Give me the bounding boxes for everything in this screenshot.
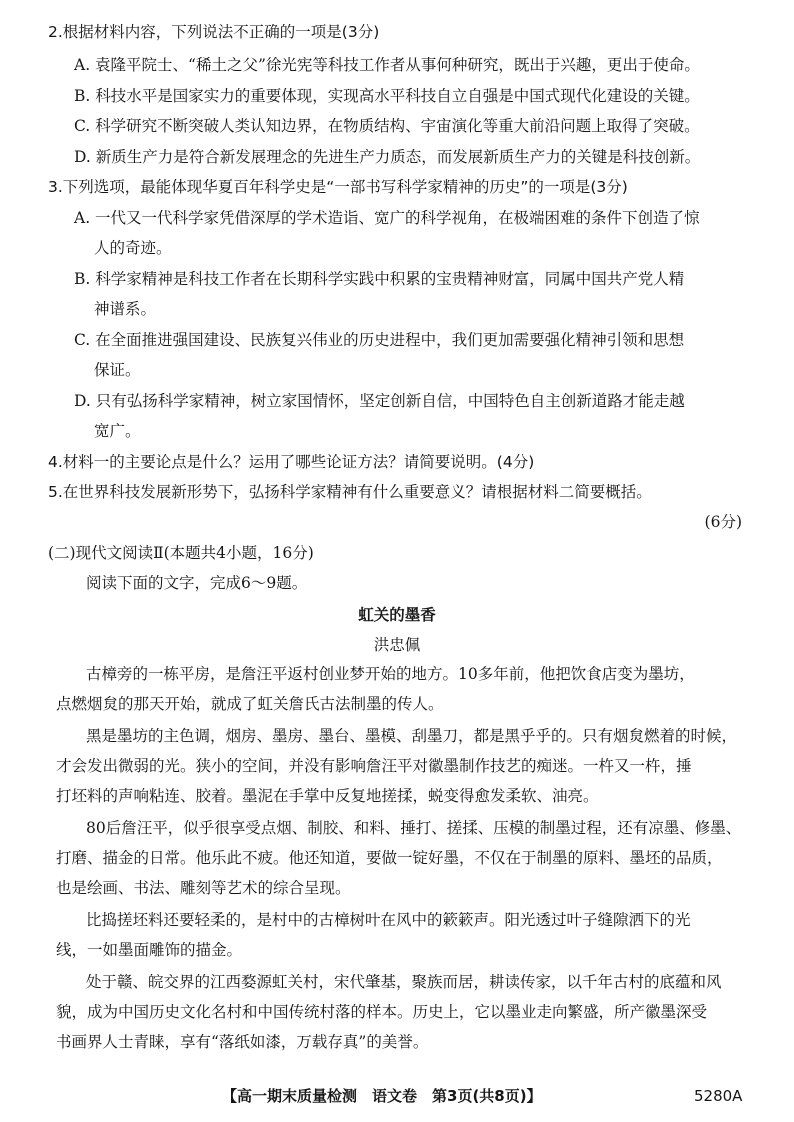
paragraph-line: 黑是墨坊的主色调，烟房、墨房、墨台、墨模、刮墨刀，都是黑乎乎的。只有烟炱燃着的时候， xyxy=(86,727,738,745)
question-3-option-c-continued: 保证。 xyxy=(94,361,141,379)
question-4: 4.材料一的主要论点是什么？运用了哪些论证方法？请简要说明。(4分) xyxy=(48,453,535,471)
question-2-stem: 2.根据材料内容，下列说法不正确的一项是(3分) xyxy=(48,23,380,41)
question-3-option-c: C. 在全面推进强国建设、民族复兴伟业的历史进程中，我们更加需要强化精神引领和思想 xyxy=(74,331,685,349)
paragraph-line: 处于赣、皖交界的江西婺源虹关村，宋代肇基，聚族而居，耕读传家，以千年古村的底蕴和风 xyxy=(86,973,722,991)
paragraph-line: 书画界人士青睐，享有“落纸如漆，万载存真”的美誉。 xyxy=(56,1033,429,1051)
question-2-option-b: B. 科技水平是国家实力的重要体现，实现高水平科技自立自强是中国式现代化建设的关键。 xyxy=(74,87,700,105)
question-3-option-d-continued: 宽广。 xyxy=(94,422,141,440)
paragraph-line: 打坯料的声响粘连、胶着。墨泥在手掌中反复地搓揉，蜕变得愈发柔软、油亮。 xyxy=(56,787,599,805)
exam-code: 5280A xyxy=(694,1087,743,1105)
paragraph-line: 点燃烟炱的那天开始，就成了虹关詹氏古法制墨的传人。 xyxy=(56,695,444,713)
question-3-option-b-continued: 神谱系。 xyxy=(94,300,157,318)
paragraph-line: 线，一如墨面雕饰的描金。 xyxy=(56,941,243,959)
article-author: 洪忠佩 xyxy=(373,636,421,654)
paragraph-line: 古樟旁的一栋平房，是詹汪平返村创业梦开始的地方。10多年前，他把饮食店变为墨坊， xyxy=(86,665,695,683)
section-instruction: 阅读下面的文字，完成6～9题。 xyxy=(86,574,308,592)
question-3-option-b: B. 科学家精神是科技工作者在长期科学实践中积累的宝贵精神财富，同属中国共产党人精 xyxy=(74,270,685,288)
question-2-option-a: A. 袁隆平院士、“稀土之父”徐光宪等科技工作者从事何种研究，既出于兴趣，更出于使命。 xyxy=(74,56,700,74)
question-2-option-c: C. 科学研究不断突破人类认知边界，在物质结构、宇宙演化等重大前沿问题上取得了突破。 xyxy=(74,117,700,135)
paragraph-line: 貌，成为中国历史文化名村和中国传统村落的样本。历史上，它以墨业走向繁盛，所产徽墨深受 xyxy=(56,1003,708,1021)
paragraph-line: 也是绘画、书法、雕刻等艺术的综合呈现。 xyxy=(56,879,351,897)
question-3-option-a: A. 一代又一代科学家凭借深厚的学术造诣、宽广的科学视角，在极端困难的条件下创造了惊 xyxy=(74,209,700,227)
question-3-stem: 3.下列选项，最能体现华夏百年科学史是“一部书写科学家精神的历史”的一项是(3分) xyxy=(48,178,628,196)
article-title: 虹关的墨香 xyxy=(358,606,436,624)
question-5: 5.在世界科技发展新形势下，弘扬科学家精神有什么重要意义？请根据材料二简要概括。 xyxy=(48,483,652,501)
paragraph-line: 比捣搓坯料还要轻柔的，是村中的古樟树叶在风中的簌簌声。阳光透过叶子缝隙洒下的光 xyxy=(86,911,691,929)
question-3-option-d: D. 只有弘扬科学家精神，树立家国情怀，坚定创新自信，中国特色自主创新道路才能走越 xyxy=(74,392,685,410)
paragraph-line: 80后詹汪平，似乎很享受点烟、制胶、和料、捶打、搓揉、压模的制墨过程，还有凉墨、修墨、 xyxy=(86,819,742,837)
paragraph-line: 才会发出微弱的光。狭小的空间，并没有影响詹汪平对徽墨制作技艺的痴迷。一杵又一杵，捶 xyxy=(56,757,692,775)
paragraph-line: 打磨、描金的日常。他乐此不疲。他还知道，要做一锭好墨，不仅在于制墨的原料、墨坯的品质， xyxy=(56,849,723,867)
question-5-score: (6分) xyxy=(704,513,742,531)
question-3-option-a-continued: 人的奇迹。 xyxy=(94,239,172,257)
question-2-option-d: D. 新质生产力是符合新发展理念的先进生产力质态，而发展新质生产力的关键是科技创新。 xyxy=(74,148,701,166)
section-heading: (二)现代文阅读Ⅱ(本题共4小题，16分) xyxy=(48,544,314,562)
page-footer: 【高一期末质量检测 语文卷 第3页(共8页)】 xyxy=(222,1087,542,1105)
